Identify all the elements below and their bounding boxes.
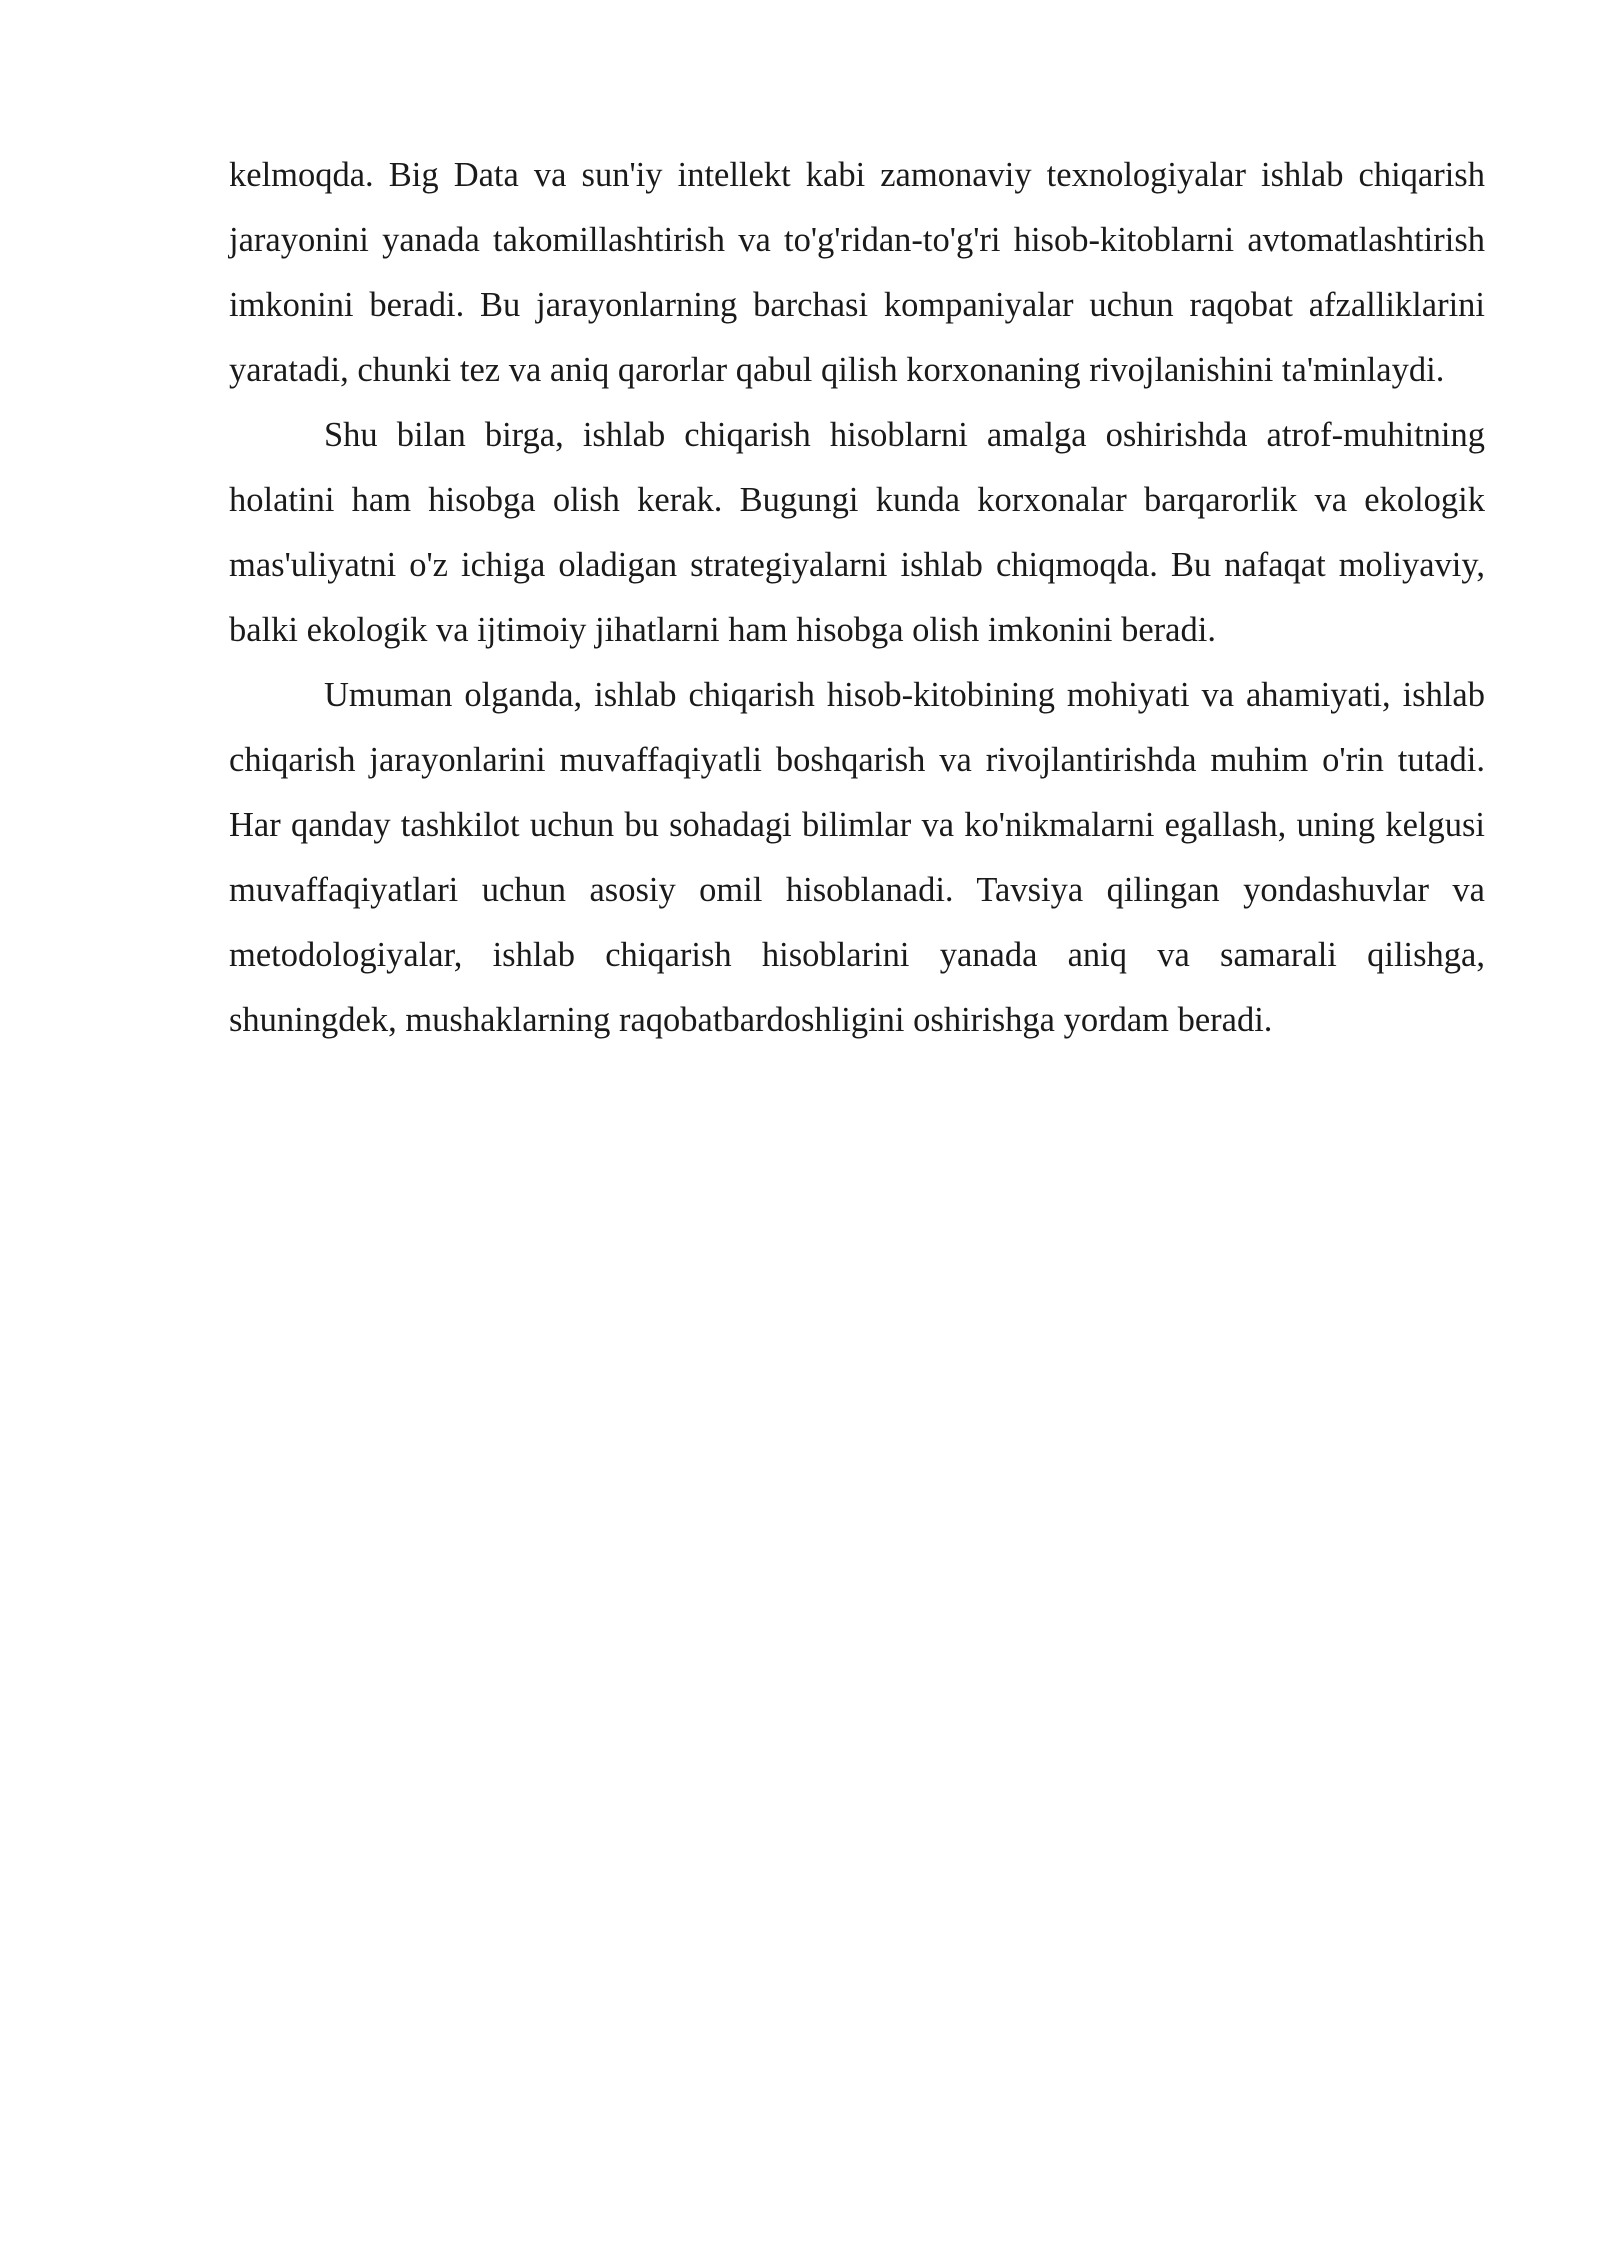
paragraph-conclusion: Umuman olganda, ishlab chiqarish hisob-kitobining mohiyati va ahamiyati, ishlab chiqarish jarayonlarini muvaffaqiyatli boshqarish va rivojlantirishda muhim o'rin tutadi. Har qanday tashkilot uchun bu sohadagi bilimlar va ko'nikmalarni egallash, uning kelgusi muvaffaqiyatlari uchun asosiy omil hisoblanadi. Tavsiya qilingan yondashuvlar va metodologiyalar, ishlab chiqarish hisoblarini yanada aniq va samarali qilishga, shuningdek, mushaklarning raqobatbardoshligini oshirishga yordam beradi. [229,676,1485,1039]
document-body [229,143,1485,1053]
paragraph-environment: Shu bilan birga, ishlab chiqarish hisoblarni amalga oshirishda atrof-muhitning holatini ham hisobga olish kerak. Bugungi kunda korxonalar barqarorlik va ekologik mas'uliyatni o'z ichiga oladigan strategiyalarni ishlab chiqmoqda. Bu nafaqat moliyaviy, balki ekologik va ijtimoiy jihatlarni ham hisobga olish imkonini beradi. [229,416,1485,649]
paragraph-continuation: kelmoqda. Big Data va sun'iy intellekt kabi zamonaviy texnologiyalar ishlab chiqarish jarayonini yanada takomillashtirish va to'g'ridan-to'g'ri hisob-kitoblarni avtomatlashtirish imkonini beradi. Bu jarayonlarning barchasi kompaniyalar uchun raqobat afzalliklarini yaratadi, chunki tez va aniq qarorlar qabul qilish korxonaning rivojlanishini ta'minlaydi. [229,156,1485,389]
